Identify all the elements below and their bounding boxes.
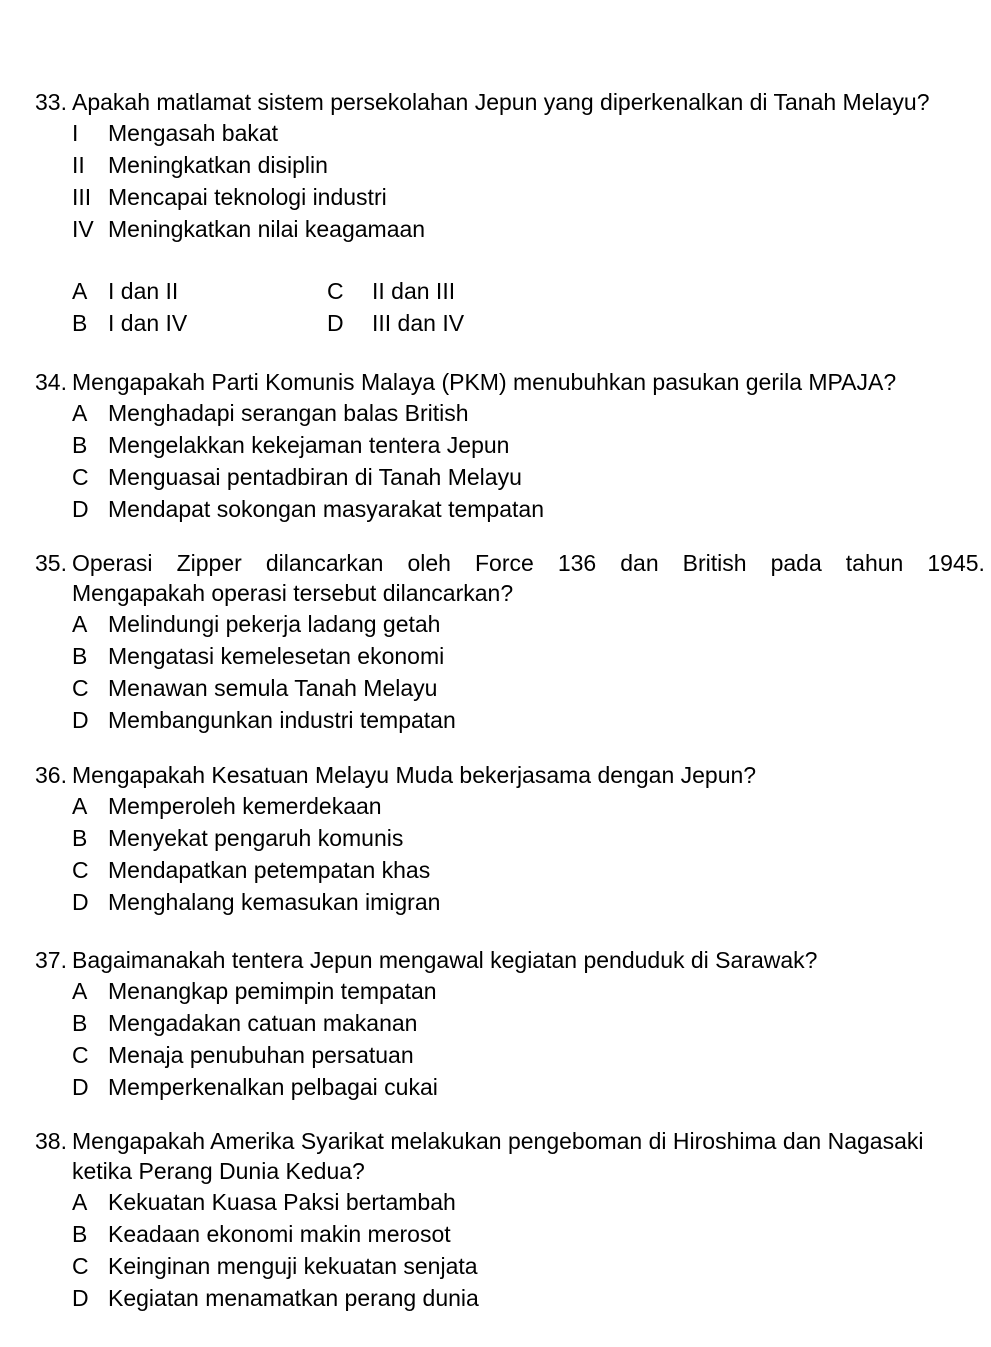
option-text: Menangkap pemimpin tempatan — [108, 978, 437, 1004]
option-letter: B — [72, 432, 88, 458]
option-letter: A — [72, 278, 88, 304]
answer-option-b[interactable] — [72, 640, 985, 672]
question-number: 37. — [35, 947, 67, 973]
option-text: Menyekat pengaruh komunis — [108, 825, 404, 851]
option-text: Memperoleh kemerdekaan — [108, 793, 382, 819]
option-letter: C — [72, 1042, 89, 1068]
answer-option-d[interactable] — [327, 307, 582, 339]
option-text: Menawan semula Tanah Melayu — [108, 675, 438, 701]
question-33 — [35, 87, 985, 339]
answer-option-a[interactable] — [72, 608, 985, 640]
answer-option-c[interactable] — [72, 1039, 985, 1071]
option-letter: D — [72, 496, 89, 522]
question-text: Mengapakah Amerika Syarikat melakukan pengeboman di Hiroshima dan Nagasaki — [72, 1128, 924, 1154]
statement-roman: IV — [72, 216, 94, 242]
answer-option-d[interactable] — [72, 1071, 985, 1103]
option-text: III dan IV — [372, 310, 465, 336]
statement-item — [72, 181, 985, 213]
answer-option-a[interactable] — [72, 275, 327, 307]
option-letter: C — [72, 675, 89, 701]
answer-option-a[interactable] — [72, 1186, 985, 1218]
question-word: 136 — [557, 550, 597, 576]
question-stem — [35, 760, 985, 790]
question-stem — [35, 87, 985, 117]
option-text: II dan III — [372, 278, 456, 304]
option-letter: A — [72, 1189, 88, 1215]
answer-option-c[interactable] — [327, 275, 582, 307]
question-word: dilancarkan — [265, 550, 384, 576]
question-word: pada — [770, 550, 822, 576]
question-text: Bagaimanakah tentera Jepun mengawal kegiatan penduduk di Sarawak? — [72, 947, 818, 973]
option-letter: B — [72, 825, 88, 851]
option-text: Keinginan menguji kekuatan senjata — [108, 1253, 478, 1279]
option-text: Mengatasi kemelesetan ekonomi — [108, 643, 445, 669]
question-number: 35. — [35, 550, 67, 576]
question-stem — [35, 367, 985, 397]
answer-option-b[interactable] — [72, 1218, 985, 1250]
answer-option-b[interactable] — [72, 429, 985, 461]
question-text: Apakah matlamat sistem persekolahan Jepun yang diperkenalkan di Tanah Melayu? — [72, 89, 930, 115]
question-stem — [35, 945, 985, 975]
option-letter: C — [327, 278, 344, 304]
option-letter: D — [327, 310, 344, 336]
answer-option-a[interactable] — [72, 397, 985, 429]
answer-option-a[interactable] — [72, 975, 985, 1007]
option-letter: D — [72, 1074, 89, 1100]
question-text — [72, 548, 985, 578]
question-37 — [35, 945, 985, 1103]
statement-roman: II — [72, 152, 85, 178]
question-34 — [35, 367, 985, 525]
option-text: Mendapatkan petempatan khas — [108, 857, 431, 883]
option-text: Memperkenalkan pelbagai cukai — [108, 1074, 438, 1100]
question-word: oleh — [407, 550, 451, 576]
statement-item — [72, 149, 985, 181]
statement-text: Mengasah bakat — [108, 120, 279, 146]
statement-roman: III — [72, 184, 92, 210]
option-letter: D — [72, 1285, 89, 1311]
question-text-continued: ketika Perang Dunia Kedua? — [72, 1158, 365, 1184]
answer-option-d[interactable] — [72, 1282, 985, 1314]
statement-item — [72, 213, 985, 245]
option-letter: B — [72, 310, 88, 336]
question-number: 36. — [35, 762, 67, 788]
answer-option-d[interactable] — [72, 886, 985, 918]
question-stem — [35, 1126, 985, 1156]
option-text: Membangunkan industri tempatan — [108, 707, 456, 733]
statement-text: Mencapai teknologi industri — [108, 184, 387, 210]
option-letter: A — [72, 978, 88, 1004]
question-word: tahun — [845, 550, 904, 576]
statement-roman: I — [72, 120, 79, 146]
question-36 — [35, 760, 985, 918]
question-number: 33. — [35, 89, 67, 115]
option-letter: C — [72, 1253, 89, 1279]
option-letter: A — [72, 611, 88, 637]
question-35 — [35, 548, 985, 736]
answer-option-d[interactable] — [72, 493, 985, 525]
question-number: 34. — [35, 369, 67, 395]
statement-item — [72, 117, 985, 149]
answer-row — [72, 307, 985, 339]
question-text-continued: Mengapakah operasi tersebut dilancarkan? — [72, 580, 514, 606]
option-text: Melindungi pekerja ladang getah — [108, 611, 441, 637]
question-word: Zipper — [176, 550, 242, 576]
answer-row — [72, 275, 985, 307]
answer-option-d[interactable] — [72, 704, 985, 736]
answer-option-b[interactable] — [72, 307, 327, 339]
answer-grid — [72, 275, 985, 339]
option-letter: B — [72, 1221, 88, 1247]
question-38 — [35, 1126, 985, 1314]
option-text: Mengelakkan kekejaman tentera Jepun — [108, 432, 510, 458]
option-text: Menaja penubuhan persatuan — [108, 1042, 414, 1068]
question-text: Mengapakah Kesatuan Melayu Muda bekerjasama dengan Jepun? — [72, 762, 757, 788]
statement-text: Meningkatkan disiplin — [108, 152, 328, 178]
question-word: Operasi — [72, 550, 153, 576]
question-number: 38. — [35, 1128, 67, 1154]
option-letter: A — [72, 400, 88, 426]
option-letter: A — [72, 793, 88, 819]
answer-option-a[interactable] — [72, 790, 985, 822]
question-word: British — [682, 550, 747, 576]
option-letter: C — [72, 857, 89, 883]
option-letter: C — [72, 464, 89, 490]
option-letter: D — [72, 707, 89, 733]
option-text: Kegiatan menamatkan perang dunia — [108, 1285, 479, 1311]
option-text: Keadaan ekonomi makin merosot — [108, 1221, 451, 1247]
answer-option-b[interactable] — [72, 822, 985, 854]
option-text: I dan IV — [108, 310, 188, 336]
option-text: Mengadakan catuan makanan — [108, 1010, 418, 1036]
answer-option-c[interactable] — [72, 1250, 985, 1282]
option-letter: B — [72, 643, 88, 669]
question-word: 1945. — [927, 550, 985, 576]
question-word: dan — [620, 550, 659, 576]
question-stem — [35, 548, 985, 578]
question-text: Mengapakah Parti Komunis Malaya (PKM) menubuhkan pasukan gerila MPAJA? — [72, 369, 897, 395]
option-text: Kekuatan Kuasa Paksi bertambah — [108, 1189, 456, 1215]
option-text: I dan II — [108, 278, 179, 304]
answer-option-c[interactable] — [72, 461, 985, 493]
question-word: Force — [475, 550, 534, 576]
option-text: Mendapat sokongan masyarakat tempatan — [108, 496, 544, 522]
statement-text: Meningkatkan nilai keagamaan — [108, 216, 426, 242]
option-letter: D — [72, 889, 89, 915]
answer-option-c[interactable] — [72, 854, 985, 886]
option-text: Menghadapi serangan balas British — [108, 400, 469, 426]
option-text: Menghalang kemasukan imigran — [108, 889, 441, 915]
answer-option-c[interactable] — [72, 672, 985, 704]
option-letter: B — [72, 1010, 88, 1036]
option-text: Menguasai pentadbiran di Tanah Melayu — [108, 464, 522, 490]
answer-option-b[interactable] — [72, 1007, 985, 1039]
